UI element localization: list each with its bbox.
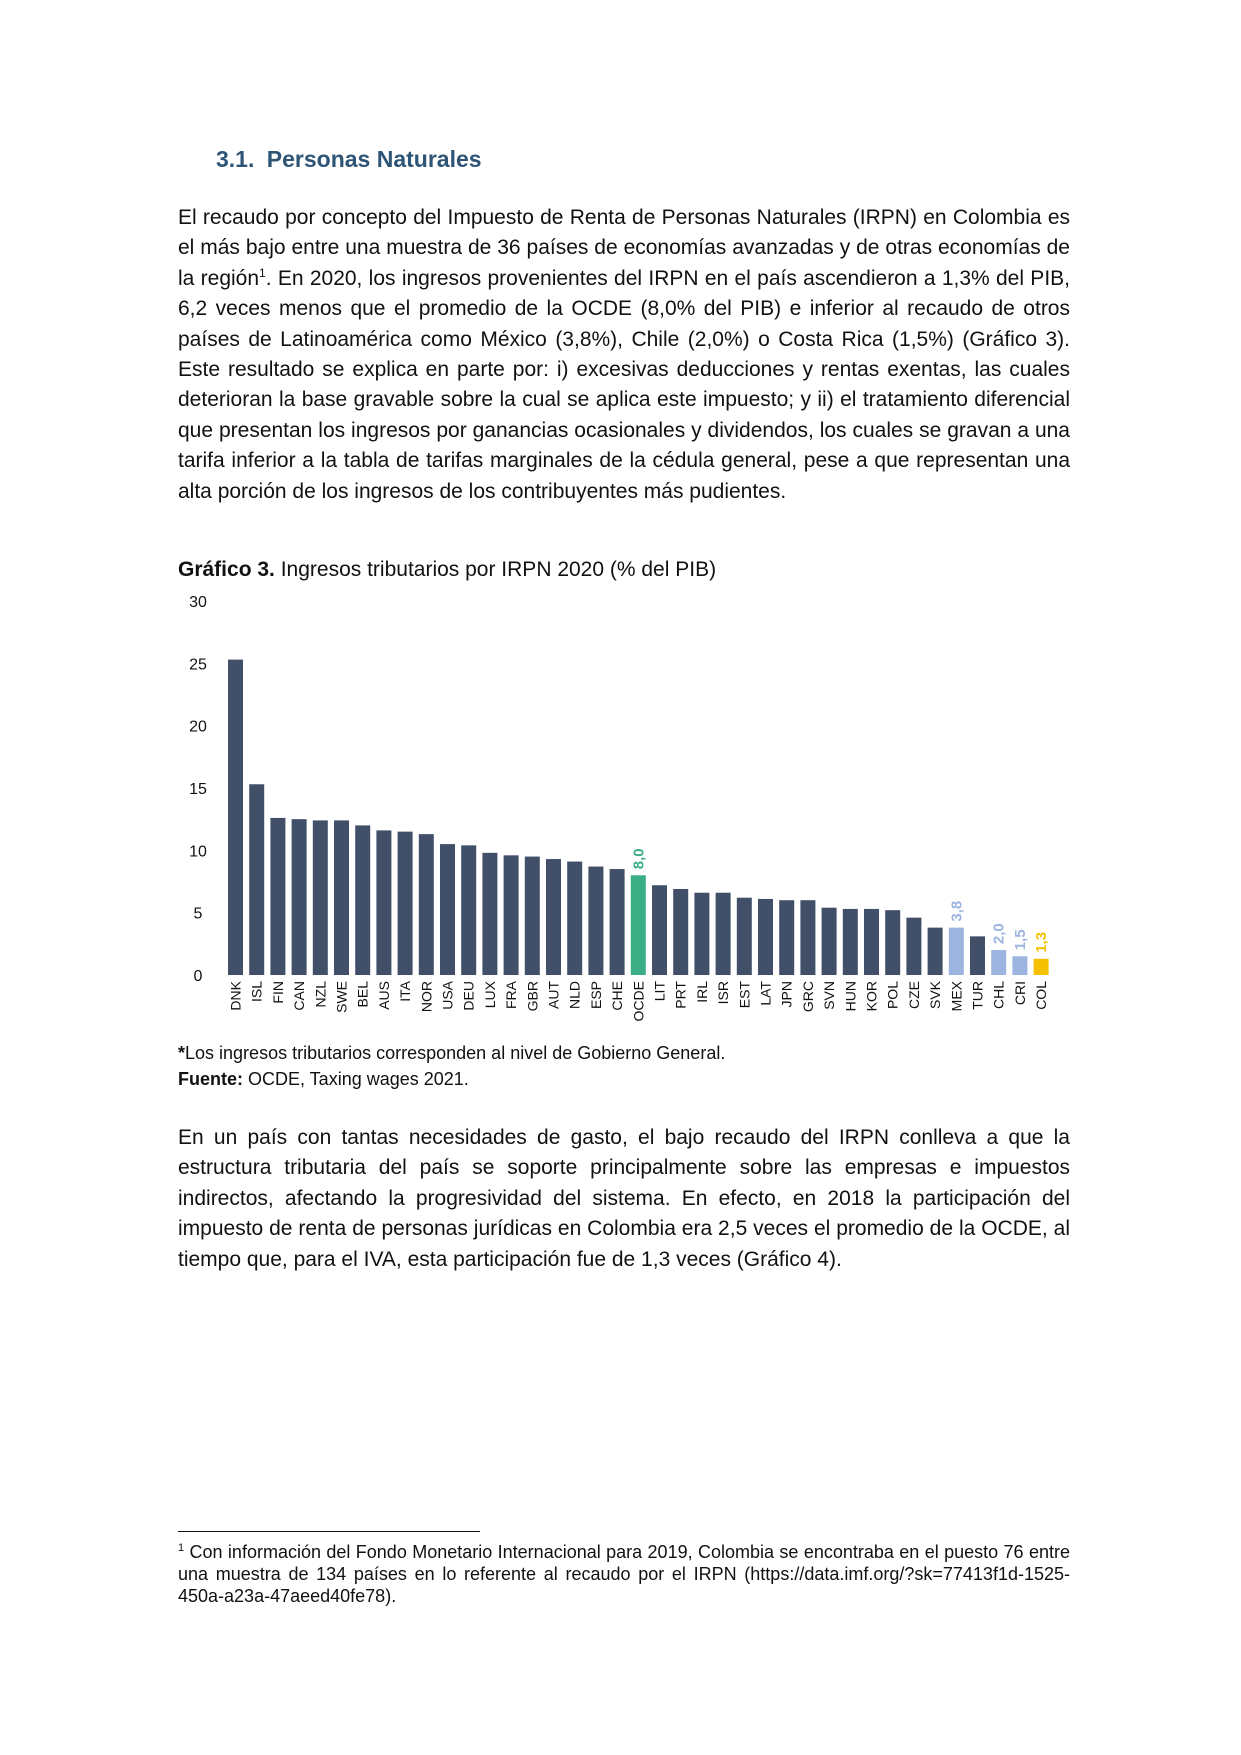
x-tick-label: USA (439, 981, 456, 1010)
data-label-mex: 3,8 (948, 900, 966, 922)
x-tick-label: CAN (291, 981, 308, 1011)
bar-est (737, 898, 752, 975)
x-tick-label: DEU (460, 981, 477, 1011)
y-tick-label: 5 (193, 905, 203, 923)
bar-cze (906, 918, 921, 975)
x-tick-label: ISR (715, 981, 732, 1005)
bar-esp (588, 867, 603, 975)
data-label-cri: 1,5 (1011, 929, 1029, 951)
data-label-ocde: 8,0 (630, 848, 648, 870)
chart-notes (178, 1040, 725, 1092)
bar-mex (949, 928, 964, 975)
bar-dnk (228, 660, 243, 975)
data-label-chl: 2,0 (990, 923, 1008, 945)
x-tick-label: SWE (333, 981, 350, 1013)
x-tick-label: DNK (227, 981, 244, 1011)
bar-aus (376, 830, 391, 975)
x-tick-label: GRC (799, 981, 816, 1013)
x-tick-label: CZE (905, 981, 922, 1009)
bar-nld (567, 862, 582, 975)
x-tick-label: LUX (481, 981, 498, 1009)
chart-note (178, 1040, 725, 1066)
section-number: 3.1. (216, 146, 255, 172)
x-tick-label: IRL (693, 981, 710, 1003)
x-tick-label: ISL (248, 981, 265, 1003)
bar-nor (419, 834, 434, 975)
bar-ocde (631, 875, 646, 975)
bar-chl (991, 950, 1006, 975)
data-label-col: 1,3 (1033, 931, 1051, 953)
x-tick-label: CHL (990, 981, 1007, 1010)
x-tick-label: NZL (312, 981, 329, 1008)
x-tick-label: JPN (778, 981, 795, 1008)
bar-che (610, 869, 625, 975)
x-tick-label: GBR (524, 981, 541, 1012)
chart-caption-text: Ingresos tributarios por IRPN 2020 (% del PIB) (274, 558, 717, 581)
x-tick-label: ESP (587, 981, 604, 1010)
x-tick-label: COL (1033, 981, 1050, 1010)
x-tick-label: HUN (842, 981, 859, 1012)
footnote-mark: 1 (178, 1542, 185, 1554)
y-tick-label: 30 (189, 594, 207, 611)
bar-pol (885, 910, 900, 975)
source-text: OCDE, Taxing wages 2021. (243, 1069, 469, 1089)
bar-usa (440, 844, 455, 975)
bar-irl (694, 893, 709, 975)
bar-cri (1012, 956, 1027, 975)
x-tick-label: NOR (418, 981, 435, 1013)
chart-caption (178, 558, 716, 582)
body-paragraph-2: En un país con tantas necesidades de gasto, el bajo recaudo del IRPN conlleva a que la estructura tributaria del país se soporte principalmente sobre las empresas e impuestos indirectos, afectando la progresividad del sistema. En efecto, en 2018 la participación del impuesto de renta de personas jurídicas en Colombia era 2,5 veces el promedio de la OCDE, al tiempo que, para el IVA, esta participación fue de 1,3 veces (Gráfico 4). (178, 1126, 1070, 1271)
bar-jpn (779, 900, 794, 975)
bar-lat (758, 899, 773, 975)
y-tick-label: 20 (189, 718, 207, 736)
section-title: Personas Naturales (266, 146, 482, 172)
x-tick-label: NLD (566, 981, 583, 1010)
x-tick-label: EST (736, 981, 753, 1009)
bar-swe (334, 820, 349, 975)
bar-can (292, 819, 307, 975)
x-tick-label: BEL (354, 981, 371, 1008)
section-heading (216, 146, 482, 173)
bar-grc (800, 900, 815, 975)
bar-svk (928, 928, 943, 975)
x-tick-label: KOR (863, 981, 880, 1012)
y-tick-label: 25 (189, 656, 207, 674)
note-text: Los ingresos tributarios corresponden al nivel de Gobierno General. (185, 1043, 726, 1063)
bar-chart (178, 588, 1058, 1028)
x-tick-label: PRT (672, 981, 689, 1009)
x-tick-label: POL (884, 981, 901, 1010)
bar-bel (355, 825, 370, 975)
bar-ita (398, 832, 413, 975)
paragraph-text: . En 2020, los ingresos provenientes del IRPN en el país ascendieron a 1,3% del PIB, 6,2 veces menos que el promedio de la OCDE (8,0% del PIB) e inferior al recaudo de otros países de Latinoamérica como México (3,8%), Chile (2,0%) o Costa Rica (1,5%) (Gráfico 3). Este resultado se explica en parte por: i) excesivas deducciones y rentas exentas, las cuales deterioran la base gravable sobre la cual se aplica este impuesto; y ii) el tratamiento diferencial que presentan los ingresos por ganancias ocasionales y dividendos, los cuales se gravan a una tarifa inferior a la tabla de tarifas marginales de la cédula general, pese a que representan una alta porción de los ingresos de los contribuyentes más pudientes. (178, 266, 1070, 503)
bar-deu (461, 845, 476, 975)
x-tick-label: LIT (651, 981, 668, 1002)
bar-hun (843, 909, 858, 975)
source-label: Fuente: (178, 1069, 243, 1089)
bar-aut (546, 859, 561, 975)
bar-isl (249, 784, 264, 975)
bar-gbr (525, 857, 540, 975)
bar-svn (822, 908, 837, 975)
bar-lit (652, 885, 667, 975)
x-tick-label: LAT (757, 981, 774, 1006)
y-tick-label: 10 (189, 843, 207, 861)
bar-fin (270, 818, 285, 975)
footnote-divider (178, 1531, 480, 1532)
chart-source (178, 1066, 725, 1092)
note-mark: * (178, 1043, 186, 1063)
bar-fra (504, 855, 519, 975)
bar-nzl (313, 820, 328, 975)
bar-isr (716, 893, 731, 975)
paragraph-text: El recaudo por concepto del Impuesto de Renta de Personas Naturales (IRPN) en Colombia es el más bajo entre una muestra de 36 países de economías avanzadas y de otras economías de la región (178, 206, 1070, 290)
y-tick-label: 15 (189, 781, 207, 798)
x-tick-label: ITA (397, 981, 414, 1002)
bar-tur (970, 936, 985, 975)
x-tick-label: FRA (503, 981, 520, 1009)
x-tick-label: SVN (821, 981, 838, 1010)
x-tick-label: MEX (948, 981, 965, 1012)
footnote-text: Con información del Fondo Monetario Internacional para 2019, Colombia se encontraba en el puesto 76 entre una muestra de 134 países en lo referente al recaudo por el IRPN (https://data.imf.org/?sk=77413f1d-1525-450a-a23a-47aeed40fe78). (178, 1542, 1070, 1606)
bar-col (1034, 959, 1049, 975)
bar-prt (673, 889, 688, 975)
x-tick-label: AUS (375, 981, 392, 1010)
bar-kor (864, 909, 879, 975)
footnote-reference[interactable]: 1 (259, 265, 266, 280)
bar-lux (482, 853, 497, 975)
x-tick-label: OCDE (630, 981, 647, 1022)
y-tick-label: 0 (193, 968, 203, 985)
x-tick-label: CHE (609, 981, 626, 1011)
x-tick-label: TUR (969, 981, 986, 1010)
x-tick-label: FIN (269, 981, 286, 1004)
x-tick-label: SVK (927, 981, 944, 1010)
x-tick-label: CRI (1011, 981, 1028, 1006)
chart-caption-label: Gráfico 3. (178, 558, 275, 581)
body-paragraph-1 (178, 203, 1070, 507)
footnote (178, 1541, 1070, 1607)
x-tick-label: AUT (545, 981, 562, 1009)
